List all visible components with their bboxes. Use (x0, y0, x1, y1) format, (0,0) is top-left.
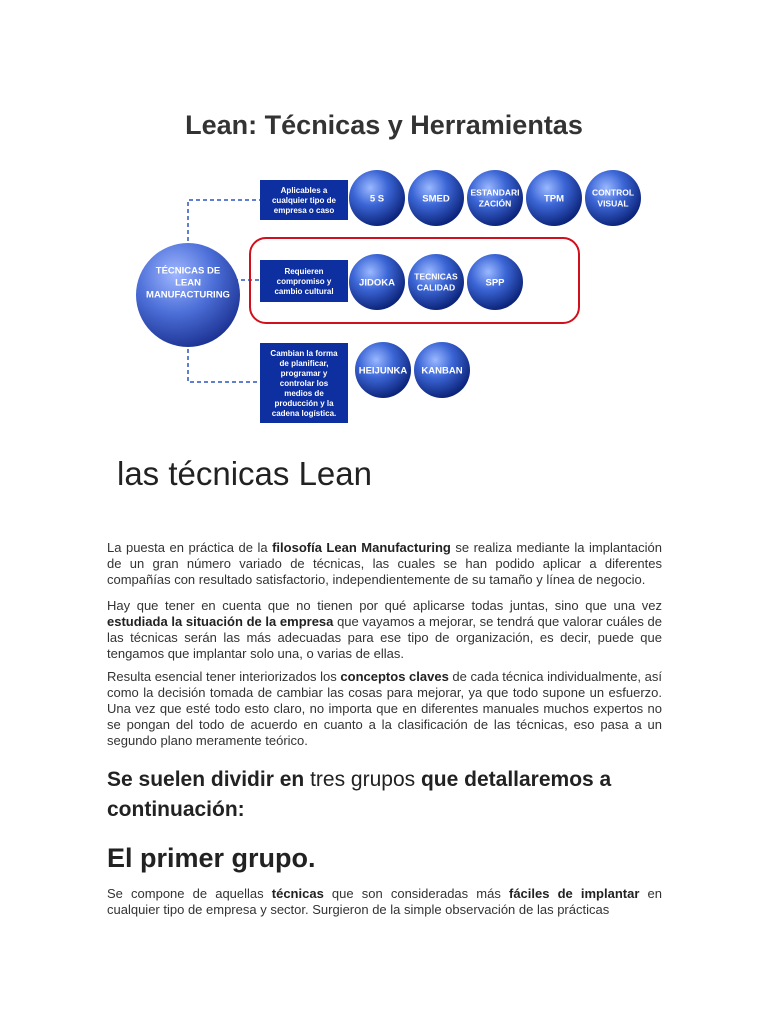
section-heading: las técnicas Lean (117, 455, 372, 492)
center-label: TÉCNICAS DE LEAN MANUFACTURING (146, 265, 230, 301)
row-label-text: Cambian la forma de planificar, programar y controlar los medios de producción y la cadena logística. (270, 348, 338, 418)
technique-label: ESTANDARI ZACIÓN (470, 187, 520, 209)
technique-label: JIDOKA (359, 277, 395, 289)
technique-label: 5 S (369, 193, 385, 205)
first-group-title: El primer grupo. (107, 843, 316, 873)
technique-label: TPM (543, 193, 565, 205)
technique-label: CONTROL VISUAL (591, 187, 635, 209)
paragraph-3: Resulta esencial tener interiorizados los conceptos claves de cada técnica individualmente, así como la decisión tomada de cambiar las cosas para mejorar, ya que todo supone un esfuerzo. Una vez que esté todo esto claro, no importa que en diferentes manuales muchos expertos no se pongan del todo de acuerdo en cuanto a la clasificación de las técnicas, eso pasa a un segundo plano meramente teórico. (107, 669, 662, 748)
row-label-text: Requieren compromiso y cambio cultural (274, 266, 334, 296)
groups-intro-heading: Se suelen dividir en tres grupos que detallaremos a continuación: (107, 768, 612, 821)
technique-label: TECNICAS CALIDAD (414, 271, 458, 293)
technique-label: SPP (485, 277, 505, 289)
lean-techniques-diagram (130, 160, 690, 430)
paragraph-1: La puesta en práctica de la filosofía Lean Manufacturing se realiza mediante la implantación de un gran número variado de técnicas, las cuales se han podido aplicar a diferentes compañías con resultado satisfactorio, independientemente de su tamaño y línea de negocio. (107, 540, 662, 587)
page-title: Lean: Técnicas y Herramientas (185, 110, 583, 140)
paragraph-2: Hay que tener en cuenta que no tienen por qué aplicarse todas juntas, sino que una vez estudiada la situación de la empresa que vayamos a mejorar, se tendrá que valorar cuáles de las técnicas serán las más adecuadas para ese tipo de organización, es decir, puede que tengamos que implantar solo una, o varias de ellas. (107, 598, 662, 661)
technique-label: SMED (422, 193, 450, 205)
first-group-paragraph: Se compone de aquellas técnicas que son consideradas más fáciles de implantar en cualquier tipo de empresa y sector. Surgieron de la simple observación de las prácticas (107, 886, 662, 917)
technique-label: HEIJUNKA (358, 365, 408, 377)
technique-label: KANBAN (421, 365, 463, 377)
row-label-text: Aplicables a cualquier tipo de empresa o caso (271, 185, 337, 215)
